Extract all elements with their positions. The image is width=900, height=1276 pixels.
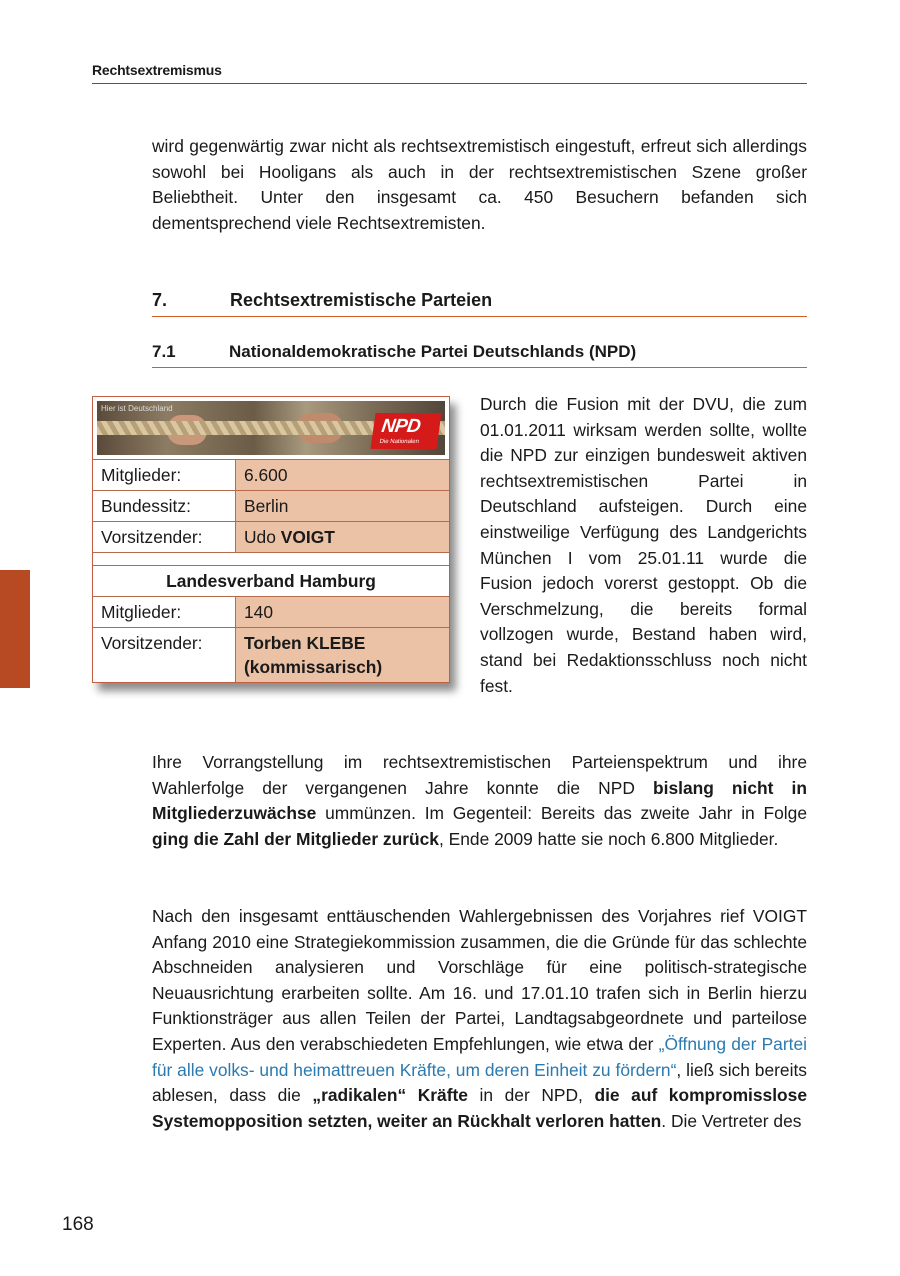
intro-paragraph: wird gegenwärtig zwar nicht als rechtsextremistisch eingestuft, erfreut sich allerdings sowohl bei Hooligans als auch in der rechtsextremistischen Szene großer Beliebtheit. Unter den insgesamt ca. 450 Besuchern befanden sich dementsprechend viele Rechtsextremisten. (152, 136, 807, 233)
npd-banner-image (97, 401, 445, 455)
regional-chairman-name: Torben KLEBE (244, 633, 366, 653)
text-run: in der NPD, (467, 1085, 595, 1106)
table-row (93, 628, 449, 683)
table-row (93, 566, 449, 597)
regional-chairman-note: (kommissarisch) (244, 657, 383, 677)
emphasis: bislang nicht in Mitgliederzuwächse (152, 777, 808, 824)
npd-logo-text: NPD (380, 416, 422, 437)
row-label: Mitglieder: (93, 460, 236, 491)
row-value (236, 628, 450, 683)
row-label: Vorsitzender: (93, 628, 236, 683)
chapter-tab (0, 570, 30, 688)
row-label: Vorsitzender: (93, 522, 236, 553)
subsection-heading (152, 342, 807, 368)
section-number: 7. (152, 290, 168, 310)
row-value: 140 (236, 597, 450, 628)
text-run: Nach den insgesamt enttäuschenden Wahlergebnissen des Vorjahres rief VOIGT Anfang 2010 eine Strategiekommission zusammen, die die Gründe für das schlechte Abschneiden analysieren und Vorschläge für eine politisch-strategische Neuausrichtung erarbeiten sollte. Am 16. und 17.01.10 trafen sich in Berlin hierzu Funktionsträger aus allen Teilen der Partei, Landtagsabgeordnete und parteilose Experten. Aus den verabschiedeten Empfehlungen, wie etwa der (152, 906, 807, 1054)
table-row (93, 491, 449, 522)
infobox-table (93, 459, 449, 682)
emphasis: „radikalen“ Kräfte (312, 1085, 468, 1106)
text-run: ummünzen. Im Gegenteil: Bereits das zweite Jahr in Folge (316, 803, 807, 824)
table-row (93, 460, 449, 491)
chairman-first-name: Udo (244, 527, 276, 547)
emphasis: die auf kompromisslose Systemopposition setzten, weiter an Rückhalt verloren hatten (152, 1085, 808, 1131)
section-title: Rechtsextremistische Parteien (230, 290, 493, 310)
row-value (236, 522, 450, 553)
spacer-row (93, 553, 449, 566)
table-row (93, 597, 449, 628)
row-value: Berlin (236, 491, 450, 522)
regional-heading: Landesverband Hamburg (93, 566, 449, 597)
quote-link[interactable]: „Öffnung der Partei für alle volks- und heimattreuen Kräfte, um deren Einheit zu fördern“ (152, 1033, 807, 1080)
spacer-cell (93, 553, 449, 566)
text-run: Ihre Vorrangstellung im rechtsextremistischen Parteienspektrum und ihre Wahlerfolge der vergangenen Jahre konnte die NPD (152, 752, 807, 798)
text-run: . Die Vertreter des (661, 1110, 802, 1131)
subsection-title: Nationaldemokratische Partei Deutschlands (NPD) (229, 342, 637, 361)
text-run: , ließ sich bereits ablesen, dass die (152, 1059, 807, 1106)
page-number: 168 (62, 1214, 94, 1235)
subsection-number: 7.1 (152, 342, 176, 361)
row-value: 6.600 (236, 460, 450, 491)
npd-logo (370, 413, 441, 449)
section-heading (152, 290, 807, 317)
strategy-paragraph (152, 904, 807, 1134)
npd-logo-subtitle: Die Nationalen (379, 439, 420, 445)
party-infobox (92, 396, 450, 683)
text-run: , Ende 2009 hatte sie noch 6.800 Mitglieder. (438, 828, 779, 849)
fusion-paragraph: Durch die Fusion mit der DVU, die zum 01.01.2011 wirksam werden sollte, wollte die NPD zur einzigen bundesweit aktiven rechtsextremistischen Partei in Deutschland aufsteigen. Durch eine einstweilige Verfügung des Landgerichts München I vom 25.01.11 wurde die Fusion jedoch vorerst gestoppt. Ob die Verschmelzung, die bereits formal vollzogen wurde, Bestand haben wird, stand bei Redaktionsschluss noch nicht fest. (480, 394, 807, 696)
banner-tagline: Hier ist Deutschland (101, 404, 173, 413)
membership-paragraph (152, 750, 807, 852)
emphasis: ging die Zahl der Mitglieder zurück (152, 828, 439, 849)
row-label: Bundessitz: (93, 491, 236, 522)
table-row (93, 522, 449, 553)
chairman-last-name: VOIGT (280, 527, 335, 547)
running-header: Rechtsextremismus (92, 62, 807, 84)
row-label: Mitglieder: (93, 597, 236, 628)
